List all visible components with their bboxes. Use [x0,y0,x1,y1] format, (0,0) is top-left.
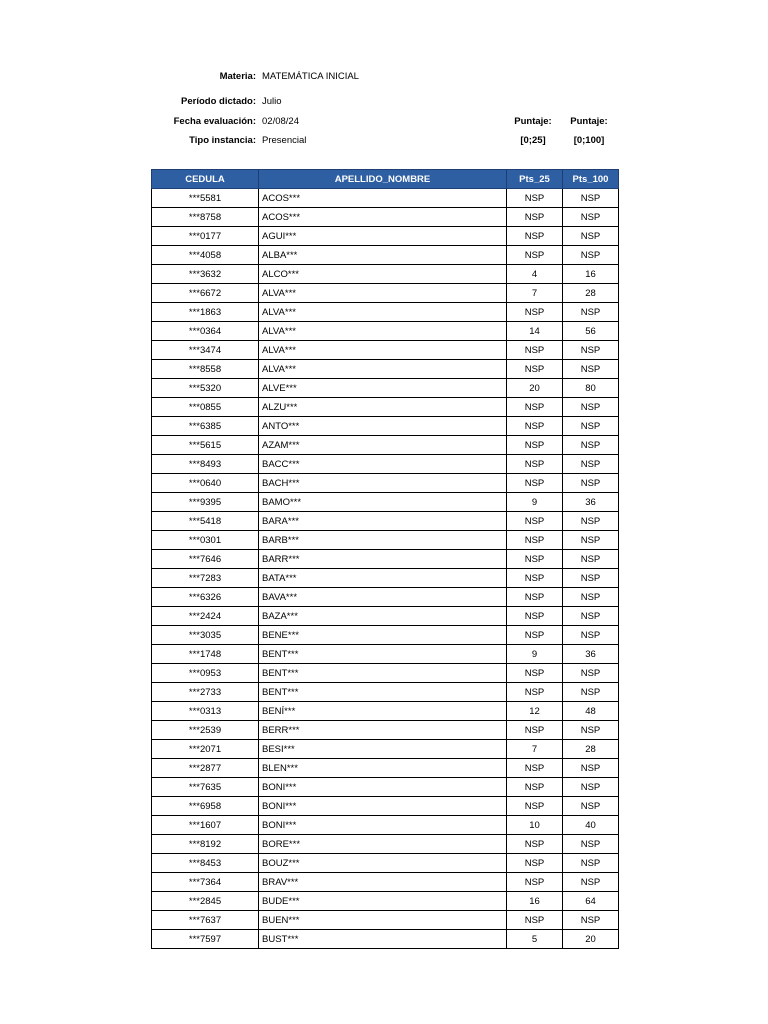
cell-apellido-nombre: BESI*** [259,740,507,759]
cell-pts-100: NSP [563,512,619,531]
cell-pts-25: NSP [507,683,563,702]
cell-apellido-nombre: BRAV*** [259,873,507,892]
table-row [152,645,619,664]
cell-apellido-nombre: AGUI*** [259,227,507,246]
cell-pts-25: 14 [507,322,563,341]
cell-pts-100: NSP [563,683,619,702]
cell-pts-100: NSP [563,664,619,683]
cell-apellido-nombre: BLEN*** [259,759,507,778]
cell-cedula: ***0364 [152,322,259,341]
cell-pts-25: 9 [507,645,563,664]
table-row [152,721,619,740]
cell-apellido-nombre: ALCO*** [259,265,507,284]
cell-pts-100: 28 [563,284,619,303]
column-header-pts-100: Pts_100 [563,170,619,189]
tipo-value: Presencial [262,135,307,146]
cell-pts-100: 56 [563,322,619,341]
table-body [152,189,619,949]
table-row [152,417,619,436]
cell-cedula: ***0953 [152,664,259,683]
cell-cedula: ***2733 [152,683,259,702]
cell-pts-25: NSP [507,208,563,227]
cell-apellido-nombre: BACC*** [259,455,507,474]
cell-pts-25: NSP [507,797,563,816]
table-row [152,284,619,303]
cell-apellido-nombre: BENT*** [259,683,507,702]
table-row [152,398,619,417]
cell-apellido-nombre: BOUZ*** [259,854,507,873]
cell-pts-25: NSP [507,417,563,436]
cell-pts-100: NSP [563,626,619,645]
table-row [152,265,619,284]
cell-cedula: ***5320 [152,379,259,398]
cell-apellido-nombre: BAZA*** [259,607,507,626]
cell-cedula: ***1863 [152,303,259,322]
cell-cedula: ***8758 [152,208,259,227]
cell-apellido-nombre: AZAM*** [259,436,507,455]
cell-apellido-nombre: BACH*** [259,474,507,493]
table-row [152,455,619,474]
cell-cedula: ***0301 [152,531,259,550]
cell-pts-100: NSP [563,607,619,626]
cell-pts-100: NSP [563,246,619,265]
fecha-value: 02/08/24 [262,116,299,127]
cell-pts-100: NSP [563,835,619,854]
table-row [152,626,619,645]
cell-cedula: ***2877 [152,759,259,778]
cell-pts-100: NSP [563,303,619,322]
fecha-label: Fecha evaluación: [173,116,256,127]
cell-pts-100: NSP [563,759,619,778]
cell-cedula: ***7597 [152,930,259,949]
table-row [152,797,619,816]
cell-pts-25: NSP [507,854,563,873]
cell-pts-25: NSP [507,303,563,322]
cell-pts-25: NSP [507,474,563,493]
table-row [152,778,619,797]
cell-pts-100: 28 [563,740,619,759]
table-row [152,531,619,550]
table-row [152,322,619,341]
cell-cedula: ***1748 [152,645,259,664]
cell-pts-100: NSP [563,398,619,417]
cell-pts-25: 7 [507,740,563,759]
cell-pts-25: NSP [507,626,563,645]
cell-pts-100: NSP [563,778,619,797]
cell-pts-25: NSP [507,569,563,588]
cell-pts-25: NSP [507,436,563,455]
cell-pts-100: NSP [563,208,619,227]
cell-cedula: ***8453 [152,854,259,873]
cell-pts-25: NSP [507,341,563,360]
cell-apellido-nombre: ALBA*** [259,246,507,265]
cell-apellido-nombre: BENE*** [259,626,507,645]
cell-cedula: ***2424 [152,607,259,626]
cell-apellido-nombre: BUDE*** [259,892,507,911]
cell-pts-25: NSP [507,360,563,379]
cell-apellido-nombre: BONI*** [259,778,507,797]
puntaje-100-range: [0;100] [573,135,605,146]
table-row [152,911,619,930]
periodo-label: Período dictado: [181,96,256,107]
cell-apellido-nombre: BARB*** [259,531,507,550]
cell-cedula: ***2845 [152,892,259,911]
cell-apellido-nombre: BORE*** [259,835,507,854]
cell-pts-25: NSP [507,835,563,854]
cell-pts-25: NSP [507,911,563,930]
cell-apellido-nombre: BUEN*** [259,911,507,930]
puntaje-25-range: [0;25] [520,135,546,146]
cell-pts-25: 9 [507,493,563,512]
cell-pts-100: NSP [563,797,619,816]
cell-cedula: ***8558 [152,360,259,379]
cell-pts-100: NSP [563,189,619,208]
cell-pts-25: NSP [507,189,563,208]
cell-pts-25: 16 [507,892,563,911]
cell-apellido-nombre: BENT*** [259,645,507,664]
table-row [152,816,619,835]
table-row [152,683,619,702]
table-row [152,873,619,892]
cell-cedula: ***7364 [152,873,259,892]
table-row [152,702,619,721]
grades-table [151,169,619,949]
cell-pts-100: 36 [563,493,619,512]
cell-cedula: ***5581 [152,189,259,208]
cell-apellido-nombre: ALZU*** [259,398,507,417]
cell-cedula: ***3035 [152,626,259,645]
cell-apellido-nombre: ALVA*** [259,284,507,303]
cell-cedula: ***2539 [152,721,259,740]
materia-value: MATEMÁTICA INICIAL [262,71,359,82]
table-row [152,341,619,360]
table-row [152,892,619,911]
cell-apellido-nombre: BUST*** [259,930,507,949]
cell-pts-25: NSP [507,512,563,531]
cell-pts-25: NSP [507,531,563,550]
cell-pts-25: NSP [507,759,563,778]
cell-apellido-nombre: ALVA*** [259,341,507,360]
table-row [152,436,619,455]
cell-apellido-nombre: BARA*** [259,512,507,531]
cell-pts-25: NSP [507,873,563,892]
table-row [152,303,619,322]
cell-pts-100: 40 [563,816,619,835]
table-row [152,740,619,759]
cell-cedula: ***7283 [152,569,259,588]
table-row [152,227,619,246]
puntaje-100-label: Puntaje: [570,116,608,127]
cell-apellido-nombre: ALVE*** [259,379,507,398]
puntaje-25-label: Puntaje: [514,116,552,127]
cell-pts-100: 48 [563,702,619,721]
cell-pts-25: NSP [507,246,563,265]
cell-cedula: ***6672 [152,284,259,303]
cell-pts-100: NSP [563,854,619,873]
cell-cedula: ***3632 [152,265,259,284]
column-header-cedula: CEDULA [152,170,259,189]
cell-pts-100: NSP [563,417,619,436]
cell-pts-100: NSP [563,873,619,892]
table-row [152,835,619,854]
cell-cedula: ***1607 [152,816,259,835]
table-row [152,930,619,949]
table-row [152,189,619,208]
table-row [152,474,619,493]
cell-apellido-nombre: BARR*** [259,550,507,569]
cell-apellido-nombre: ACOS*** [259,208,507,227]
cell-cedula: ***0313 [152,702,259,721]
cell-pts-25: 7 [507,284,563,303]
cell-pts-25: NSP [507,227,563,246]
cell-cedula: ***6958 [152,797,259,816]
cell-apellido-nombre: BATA*** [259,569,507,588]
cell-cedula: ***0177 [152,227,259,246]
cell-pts-25: 5 [507,930,563,949]
cell-apellido-nombre: ALVA*** [259,322,507,341]
cell-cedula: ***7637 [152,911,259,930]
cell-pts-100: NSP [563,569,619,588]
cell-cedula: ***6326 [152,588,259,607]
cell-apellido-nombre: BAVA*** [259,588,507,607]
table-row [152,379,619,398]
table-row [152,208,619,227]
cell-cedula: ***5615 [152,436,259,455]
cell-pts-25: NSP [507,664,563,683]
column-header-pts-25: Pts_25 [507,170,563,189]
cell-pts-100: NSP [563,721,619,740]
cell-cedula: ***7646 [152,550,259,569]
cell-pts-25: NSP [507,550,563,569]
table-row [152,246,619,265]
cell-cedula: ***0640 [152,474,259,493]
cell-pts-25: NSP [507,721,563,740]
cell-cedula: ***4058 [152,246,259,265]
cell-pts-100: NSP [563,360,619,379]
cell-pts-100: NSP [563,227,619,246]
cell-pts-25: 4 [507,265,563,284]
cell-pts-100: NSP [563,911,619,930]
cell-apellido-nombre: BENT*** [259,664,507,683]
periodo-value: Julio [262,96,282,107]
table-header-row [152,170,619,189]
table-row [152,512,619,531]
tipo-label: Tipo instancia: [189,135,256,146]
cell-cedula: ***2071 [152,740,259,759]
cell-pts-100: 20 [563,930,619,949]
table-row [152,607,619,626]
table-row [152,759,619,778]
cell-pts-25: NSP [507,778,563,797]
cell-pts-100: NSP [563,550,619,569]
cell-pts-25: NSP [507,398,563,417]
cell-cedula: ***8192 [152,835,259,854]
cell-cedula: ***5418 [152,512,259,531]
table-row [152,550,619,569]
cell-cedula: ***8493 [152,455,259,474]
cell-apellido-nombre: BAMO*** [259,493,507,512]
cell-pts-25: 12 [507,702,563,721]
cell-pts-100: NSP [563,588,619,607]
cell-pts-25: NSP [507,588,563,607]
cell-pts-25: 10 [507,816,563,835]
cell-apellido-nombre: BENÍ*** [259,702,507,721]
cell-pts-100: NSP [563,436,619,455]
cell-cedula: ***3474 [152,341,259,360]
cell-apellido-nombre: BERR*** [259,721,507,740]
table-row [152,854,619,873]
cell-pts-25: NSP [507,607,563,626]
cell-apellido-nombre: BONI*** [259,816,507,835]
cell-pts-100: 16 [563,265,619,284]
table-row [152,588,619,607]
cell-cedula: ***6385 [152,417,259,436]
column-header-apellido-nombre: APELLIDO_NOMBRE [259,170,507,189]
cell-pts-100: NSP [563,341,619,360]
cell-pts-100: NSP [563,531,619,550]
cell-apellido-nombre: BONI*** [259,797,507,816]
table-row [152,664,619,683]
cell-cedula: ***9395 [152,493,259,512]
cell-apellido-nombre: ACOS*** [259,189,507,208]
cell-apellido-nombre: ANTO*** [259,417,507,436]
cell-pts-100: NSP [563,474,619,493]
cell-pts-100: 80 [563,379,619,398]
cell-pts-100: NSP [563,455,619,474]
cell-pts-25: NSP [507,455,563,474]
cell-pts-100: 64 [563,892,619,911]
cell-apellido-nombre: ALVA*** [259,360,507,379]
table-row [152,493,619,512]
table-row [152,569,619,588]
materia-label: Materia: [219,71,256,82]
cell-cedula: ***7635 [152,778,259,797]
cell-pts-100: 36 [563,645,619,664]
cell-cedula: ***0855 [152,398,259,417]
cell-pts-25: 20 [507,379,563,398]
table-row [152,360,619,379]
cell-apellido-nombre: ALVA*** [259,303,507,322]
